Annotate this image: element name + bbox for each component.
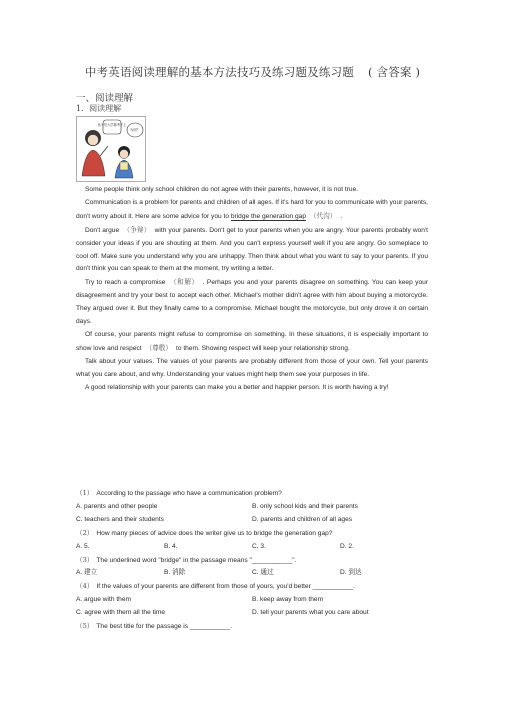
- para5-gloss: （尊敬）: [145, 343, 172, 352]
- paragraph-3: [76, 224, 428, 277]
- question-number: 1．阅读理解: [76, 104, 122, 113]
- answer-option[interactable]: C. teachers and their students: [76, 515, 164, 523]
- answer-option[interactable]: D. tell your parents what you care about: [252, 609, 369, 617]
- option-row: [76, 541, 428, 554]
- question-number-label: （4）: [76, 582, 94, 591]
- question-stem: [76, 580, 428, 594]
- bubble-left-text: 孩子们大学都考不上: [97, 123, 127, 127]
- para5-body: to them. Showing respect will keep your relationship strong.: [175, 344, 350, 352]
- question-text: The underlined word "bridge" in the passage means "___________".: [96, 556, 297, 564]
- para3-lead: Don't argue: [85, 226, 120, 234]
- answer-option[interactable]: B. 4.: [164, 542, 178, 550]
- section-heading: 一、阅读理解: [76, 93, 134, 104]
- question-stem: [76, 527, 428, 541]
- para2-text: Communication is a problem for parents and children of all ages. If it's hard for you to communicate with your parents, don't worry about it. Here are some advice for you to: [76, 198, 428, 220]
- answer-option[interactable]: D. 到达: [340, 569, 362, 577]
- question-text: According to the passage who have a communication problem?: [96, 490, 282, 497]
- title-text: 中考英语阅读理解的基本方法技巧及练习题及练习题: [84, 65, 354, 79]
- question-stem: [76, 554, 428, 568]
- para2-gloss: （代沟）: [309, 211, 337, 220]
- reading-passage: [76, 184, 428, 395]
- question-number-label: （3）: [76, 555, 94, 564]
- cartoon-illustration: [76, 116, 146, 182]
- answer-option[interactable]: B. 消除: [164, 569, 186, 577]
- para3-body: with your parents. Don't get to your parents when you are angry. Your parents probably won't consider your ideas if you are shouting at them. And you can't express yourself well if you are angry. Go someplace to cool off. Make sure you understand why you are unhappy. Then think about what you want to say to your parents. If you don't think you can speak to them at the moment, try writing a letter.: [76, 226, 429, 273]
- question-stem: [76, 487, 428, 501]
- option-row: [76, 501, 428, 514]
- answer-option[interactable]: D. parents and children of all ages: [252, 515, 353, 523]
- para4-gloss: （和解）: [169, 278, 199, 287]
- question-text: If the values of your parents are different from those of yours, you'd better ___________.: [96, 583, 355, 591]
- paragraph-4: [76, 276, 428, 329]
- paragraph-1: Some people think only school children do not agree with their parents, however, it is not true.: [85, 186, 359, 193]
- question-number-label: （2）: [76, 528, 94, 537]
- answer-option[interactable]: A. parents and other people: [76, 502, 158, 510]
- answer-option[interactable]: A. 5.: [76, 542, 90, 550]
- answer-option[interactable]: A. argue with them: [76, 596, 131, 604]
- answer-option[interactable]: C. agree with them all the time: [76, 609, 166, 617]
- answer-option[interactable]: B. keep away from them: [252, 596, 324, 604]
- question-number-label: （5）: [76, 622, 94, 631]
- bubble-right-text: 为何？: [129, 128, 141, 132]
- option-row: [76, 567, 428, 580]
- option-row: [76, 514, 428, 527]
- answer-option[interactable]: A. 建立: [76, 569, 98, 577]
- underlined-phrase: bridge the generation gap: [230, 212, 306, 220]
- para4-lead: Try to reach a compromise: [85, 279, 166, 287]
- question-number-label: （1）: [76, 489, 94, 497]
- document-title: [0, 64, 505, 80]
- question-list: [76, 487, 428, 634]
- para2-end: .: [340, 212, 343, 220]
- paragraph-2: [76, 197, 428, 224]
- answer-option[interactable]: C. 3.: [252, 542, 266, 550]
- paragraph-5: [76, 329, 428, 356]
- answer-option[interactable]: D. 2.: [340, 542, 354, 550]
- answer-option[interactable]: C. 通过: [252, 569, 274, 577]
- answer-note: ( 含答案 ): [367, 65, 421, 79]
- para5-lead: Of course, your parents might refuse to compromise on something. In these situations, it is especially important to show love and respect: [76, 330, 428, 352]
- paragraph-7: A good relationship with your parents can make you a better and happier person. It is worth having a try!: [85, 383, 389, 391]
- question-text: How many pieces of advice does the writer give us to bridge the generation gap?: [96, 529, 333, 537]
- option-row: [76, 607, 428, 620]
- para4-body: . Perhaps you and your parents disagree on something. You can keep your disagreement and try your best to accept each other. Michael's mother didn't agree with him about buying a motorcycle. They argued over it. But they finally came to a compromise. Michael bought the motorcycle, but only drove it on certain days.: [76, 279, 428, 326]
- para3-gloss: （争辩）: [123, 225, 151, 234]
- question-stem: [76, 620, 428, 634]
- option-row: [76, 594, 428, 607]
- answer-option[interactable]: B. only school kids and their parents: [252, 502, 358, 510]
- paragraph-6: Talk about your values. The values of your parents are probably different from those of your own. Tell your parents what you care about, and why. Understanding your values might help them see your purposes in life.: [76, 357, 428, 378]
- question-text: The best title for the passage is ___________.: [96, 623, 233, 631]
